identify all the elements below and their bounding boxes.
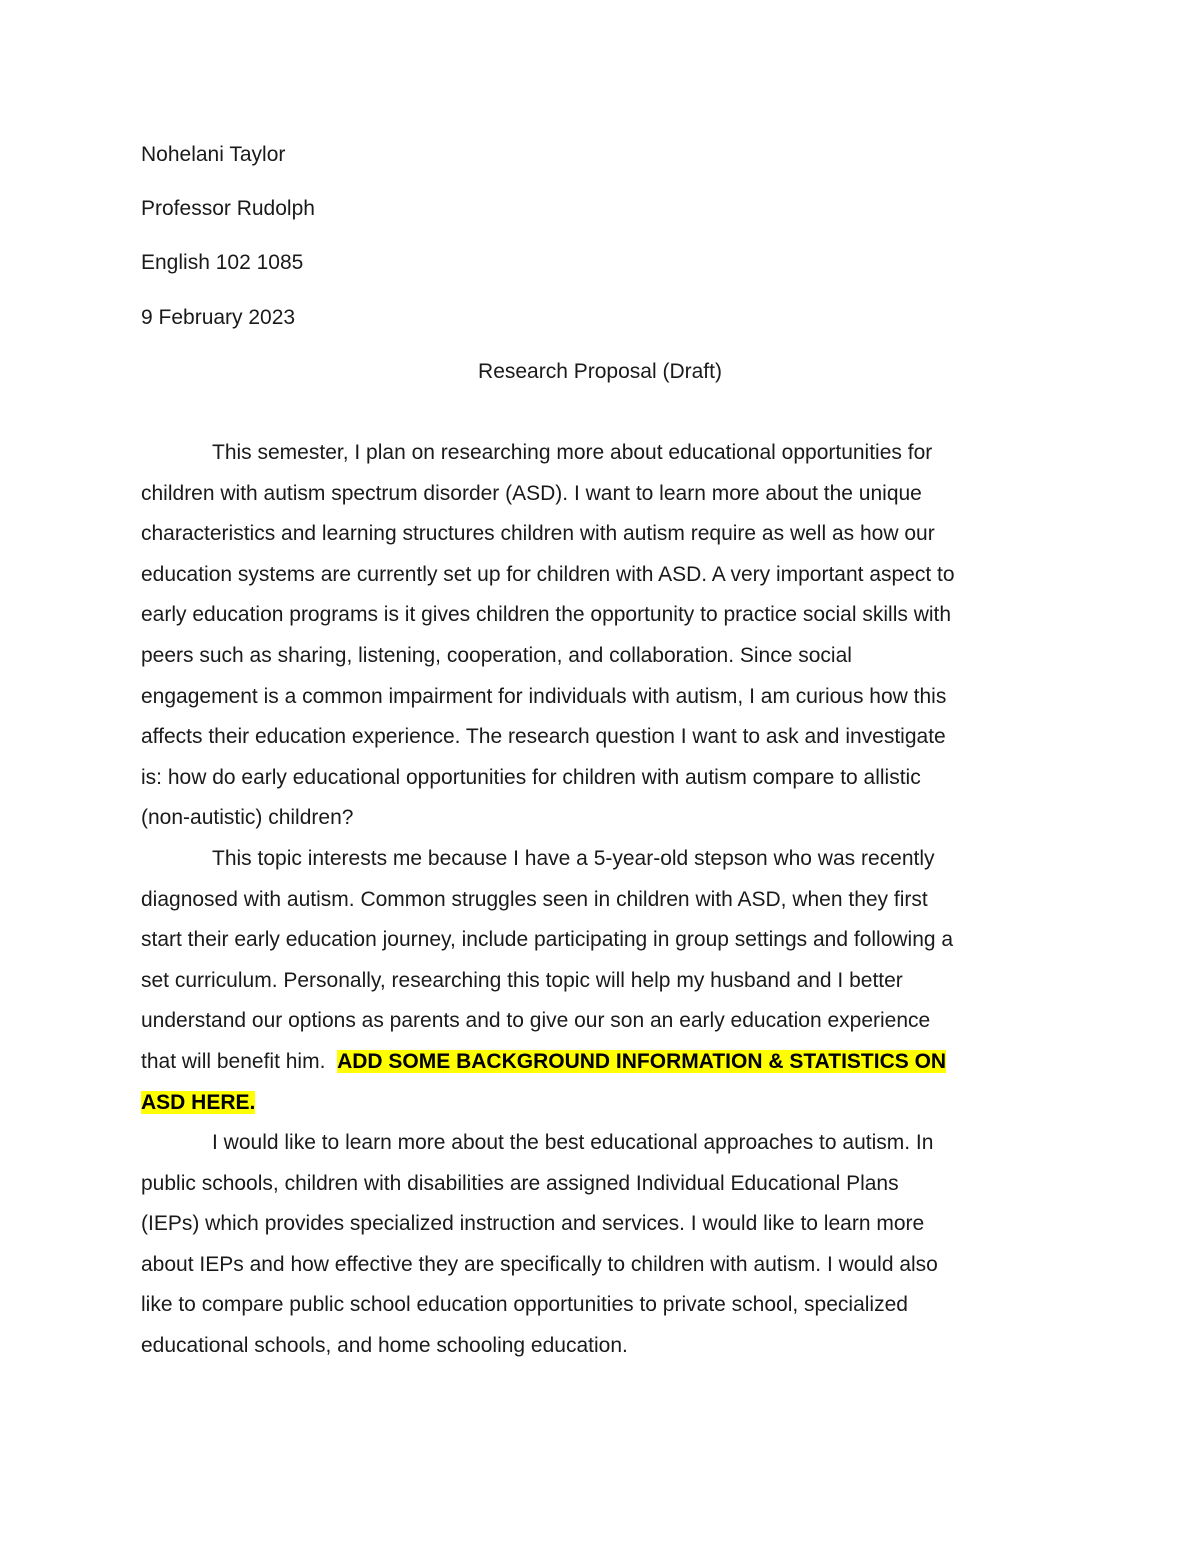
paragraph-1	[141, 433, 1061, 839]
paragraph-line-with-note	[141, 1042, 1061, 1083]
paragraph-line: understand our options as parents and to give our son an early education experience	[141, 1009, 931, 1033]
paragraph-line: education systems are currently set up for children with ASD. A very important aspect to	[141, 562, 955, 586]
paragraph-line-with-note	[141, 1083, 1061, 1124]
paragraph-line: affects their education experience. The research question I want to ask and investigate	[141, 725, 946, 749]
paragraph-line: public schools, children with disabilities are assigned Individual Educational Plans	[141, 1171, 899, 1195]
paragraph-line: early education programs is it gives children the opportunity to practice social skills with	[141, 603, 952, 627]
document-date: 9 February 2023	[141, 306, 296, 329]
course-name: English 102 1085	[141, 251, 304, 274]
paragraph-text: that will benefit him.	[141, 1049, 338, 1073]
paragraph-line: peers such as sharing, listening, cooperation, and collaboration. Since social	[141, 643, 852, 667]
paragraph-line: (non-autistic) children?	[141, 806, 354, 830]
paragraph-line: is: how do early educational opportunities for children with autism compare to allistic	[141, 765, 921, 789]
paragraph-2	[141, 839, 1061, 1123]
paragraph-line: set curriculum. Personally, researching this topic will help my husband and I better	[141, 968, 903, 992]
paragraph-line: like to compare public school education opportunities to private school, specialized	[141, 1293, 908, 1317]
paragraph-line: I would like to learn more about the best educational approaches to autism. In	[212, 1131, 934, 1154]
paragraph-line: (IEPs) which provides specialized instruction and services. I would like to learn more	[141, 1212, 925, 1236]
document-title: Research Proposal (Draft)	[478, 360, 722, 383]
paragraph-line: children with autism spectrum disorder (ASD). I want to learn more about the unique	[141, 481, 922, 505]
professor-name: Professor Rudolph	[141, 197, 315, 220]
paragraph-line: characteristics and learning structures children with autism require as well as how our	[141, 522, 935, 546]
paragraph-line: This topic interests me because I have a 5-year-old stepson who was recently	[212, 847, 935, 870]
paragraph-line: This semester, I plan on researching more about educational opportunities for	[212, 441, 933, 464]
paragraph-3	[141, 1123, 1061, 1367]
paragraph-line: diagnosed with autism. Common struggles seen in children with ASD, when they first	[141, 887, 928, 911]
highlighted-note: ADD SOME BACKGROUND INFORMATION & STATISTICS ON	[337, 1049, 947, 1073]
paragraph-line: about IEPs and how effective they are specifically to children with autism. I would also	[141, 1252, 938, 1276]
author-name: Nohelani Taylor	[141, 143, 286, 166]
paragraph-line: start their early education journey, include participating in group settings and following a	[141, 928, 954, 952]
paragraph-line: educational schools, and home schooling education.	[141, 1333, 628, 1357]
highlighted-note: ASD HERE.	[141, 1090, 256, 1114]
paragraph-line: engagement is a common impairment for individuals with autism, I am curious how this	[141, 684, 947, 708]
